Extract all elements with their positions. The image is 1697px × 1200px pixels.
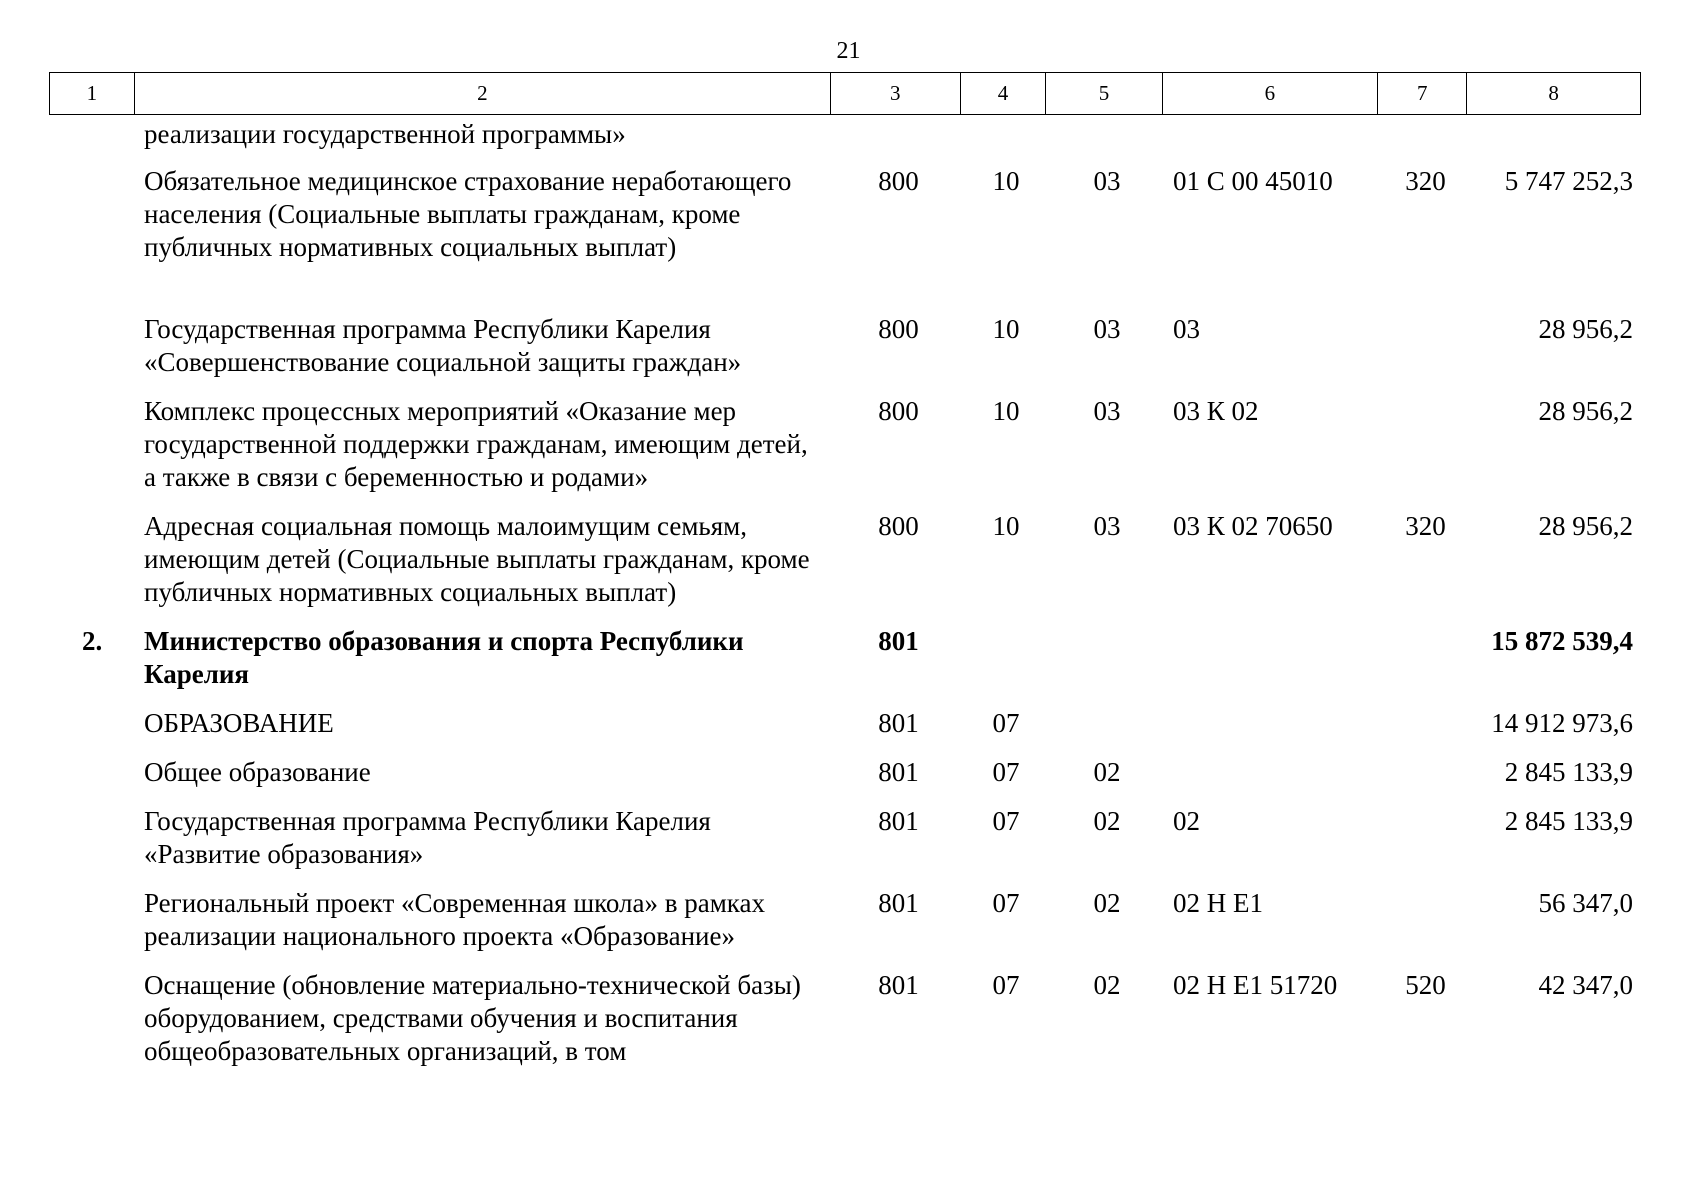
table-body [0,118,1697,1084]
subsection-code: 03 [1093,314,1121,344]
section-code: 10 [992,314,1020,344]
section-code: 10 [992,396,1020,426]
amount: 5 747 252,3 [1504,166,1633,196]
row-name: Региональный проект «Современная школа» в рамках реализации национального проекта «Образование» [144,888,765,951]
table-row [0,969,1697,1084]
subsection-code: 03 [1093,396,1121,426]
amount: 28 956,2 [1538,314,1633,344]
target-article-code: 02 [1173,806,1200,836]
table-row [0,313,1697,395]
table-row [0,395,1697,510]
ministry-code: 801 [878,888,919,918]
expense-type-code: 320 [1405,511,1446,541]
target-article-code: 03 К 02 70650 [1173,511,1333,541]
row-name: Адресная социальная помощь малоимущим семьям, имеющим детей (Социальные выплаты гражданам, кроме публичных нормативных социальных выплат) [144,511,810,607]
table-row [0,887,1697,969]
expense-type-code: 320 [1405,166,1446,196]
table-row [0,510,1697,625]
section-code: 07 [992,757,1020,787]
table-row-ministry [0,625,1697,707]
subsection-code: 03 [1093,511,1121,541]
section-code: 07 [992,806,1020,836]
section-code: 07 [992,888,1020,918]
ministry-code: 801 [878,708,919,738]
row-name: реализации государственной программы» [144,119,626,149]
ministry-code: 801 [878,757,919,787]
amount: 56 347,0 [1538,888,1633,918]
column-number-6: 6 [1162,73,1378,115]
target-article-code: 02 Н Е1 51720 [1173,970,1338,1000]
section-code: 10 [992,166,1020,196]
row-name: Обязательное медицинское страхование неработающего населения (Социальные выплаты гражданам, кроме публичных нормативных социальных выплат) [144,166,792,262]
subsection-code: 02 [1093,757,1121,787]
amount: 15 872 539,4 [1491,626,1633,656]
column-number-8: 8 [1467,73,1641,115]
column-number-4: 4 [960,73,1046,115]
ministry-code: 800 [878,166,919,196]
target-article-code: 03 [1173,314,1200,344]
page-number: 21 [836,38,861,64]
column-number-7: 7 [1378,73,1467,115]
row-name: Общее образование [144,757,371,787]
ministry-code: 800 [878,511,919,541]
amount: 2 845 133,9 [1504,757,1633,787]
subsection-code: 03 [1093,166,1121,196]
target-article-code: 02 Н Е1 [1173,888,1263,918]
row-name: Государственная программа Республики Карелия «Развитие образования» [144,806,711,869]
amount: 28 956,2 [1538,511,1633,541]
subsection-code: 02 [1093,970,1121,1000]
row-name: Государственная программа Республики Карелия «Совершенствование социальной защиты граждан» [144,314,742,377]
column-number-2: 2 [134,73,830,115]
column-number-3: 3 [830,73,960,115]
section-code: 07 [992,970,1020,1000]
subsection-code: 02 [1093,806,1121,836]
target-article-code: 03 К 02 [1173,396,1259,426]
column-number-header [49,72,1641,115]
row-name: Министерство образования и спорта Республики Карелия [144,626,744,689]
table-row [0,805,1697,887]
ministry-code: 801 [878,970,919,1000]
ministry-code: 800 [878,396,919,426]
ministry-code: 801 [878,626,919,656]
target-article-code: 01 С 00 45010 [1173,166,1333,196]
expense-type-code: 520 [1405,970,1446,1000]
table-row [0,756,1697,805]
subsection-code: 02 [1093,888,1121,918]
ministry-code: 801 [878,806,919,836]
row-name: Оснащение (обновление материально-технической базы) оборудованием, средствами обучения и воспитания общеобразовательных организаций, в том [144,970,801,1066]
row-number: 2. [82,626,103,656]
amount: 14 912 973,6 [1491,708,1633,738]
section-code: 07 [992,708,1020,738]
section-code: 10 [992,511,1020,541]
row-name: Комплекс процессных мероприятий «Оказание мер государственной поддержки гражданам, имеющим детей, а также в связи с беременностью и родами» [144,396,808,492]
column-number-1: 1 [50,73,135,115]
table-row [0,165,1697,313]
ministry-code: 800 [878,314,919,344]
amount: 28 956,2 [1538,396,1633,426]
column-number-5: 5 [1046,73,1162,115]
amount: 42 347,0 [1538,970,1633,1000]
amount: 2 845 133,9 [1504,806,1633,836]
table-row [0,707,1697,756]
row-name: ОБРАЗОВАНИЕ [144,708,334,738]
table-row [0,118,1697,165]
